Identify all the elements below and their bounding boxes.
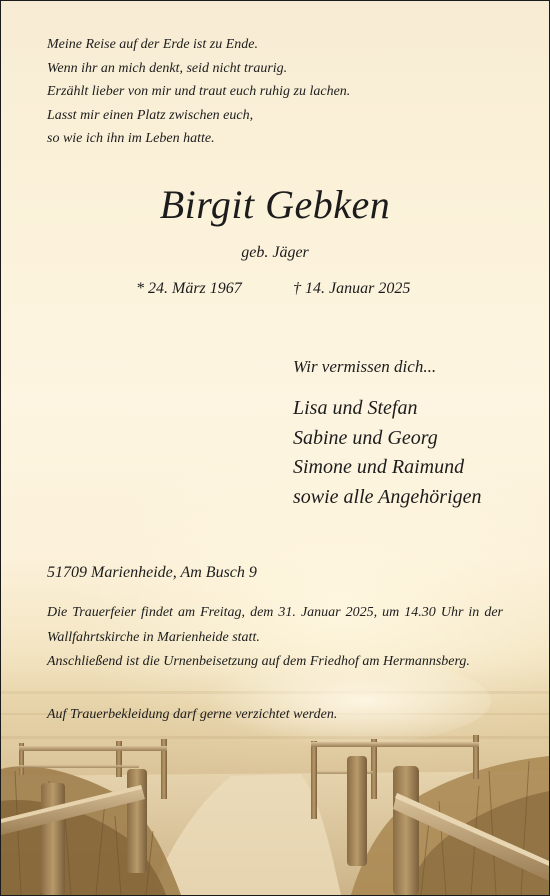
mourners-list: [293, 394, 482, 512]
mourner-entry: Sabine und Georg: [293, 426, 438, 449]
birth-date: * 24. März 1967: [136, 280, 242, 297]
ceremony-text: Die Trauerfeier findet am Freitag, dem 31. Januar 2025, um 14.30 Uhr in der Wallfahrtskirche in Marienheide statt.: [47, 605, 503, 645]
death-date: † 14. Januar 2025: [293, 280, 411, 297]
address: 51709 Marienheide, Am Busch 9: [47, 564, 257, 581]
poem-line: Lasst mir einen Platz zwischen euch,: [47, 107, 254, 123]
poem-line: so wie ich ihn im Leben hatte.: [47, 131, 215, 146]
burial-text: Anschließend ist die Urnenbeisetzung auf dem Friedhof am Hermannsberg.: [47, 654, 470, 669]
mourner-entry: Lisa und Stefan: [293, 397, 418, 419]
miss-line: Wir vermissen dich...: [293, 357, 437, 376]
mourner-entry: Simone und Raimund: [293, 456, 465, 478]
maiden-name: geb. Jäger: [241, 244, 309, 261]
poem-line: Erzählt lieber von mir und traut euch ruhig zu lachen.: [47, 84, 351, 99]
poem-line: Meine Reise auf der Erde ist zu Ende.: [47, 37, 258, 52]
poem: [47, 33, 350, 151]
mourner-entry: sowie alle Angehörigen: [293, 485, 482, 508]
deceased-name: Birgit Gebken: [159, 182, 391, 227]
poem-line: Wenn ihr an mich denkt, seid nicht traurig.: [47, 60, 288, 76]
funeral-notice: [47, 601, 503, 675]
attire-note: Auf Trauerbekleidung darf gerne verzichtet werden.: [47, 707, 338, 722]
